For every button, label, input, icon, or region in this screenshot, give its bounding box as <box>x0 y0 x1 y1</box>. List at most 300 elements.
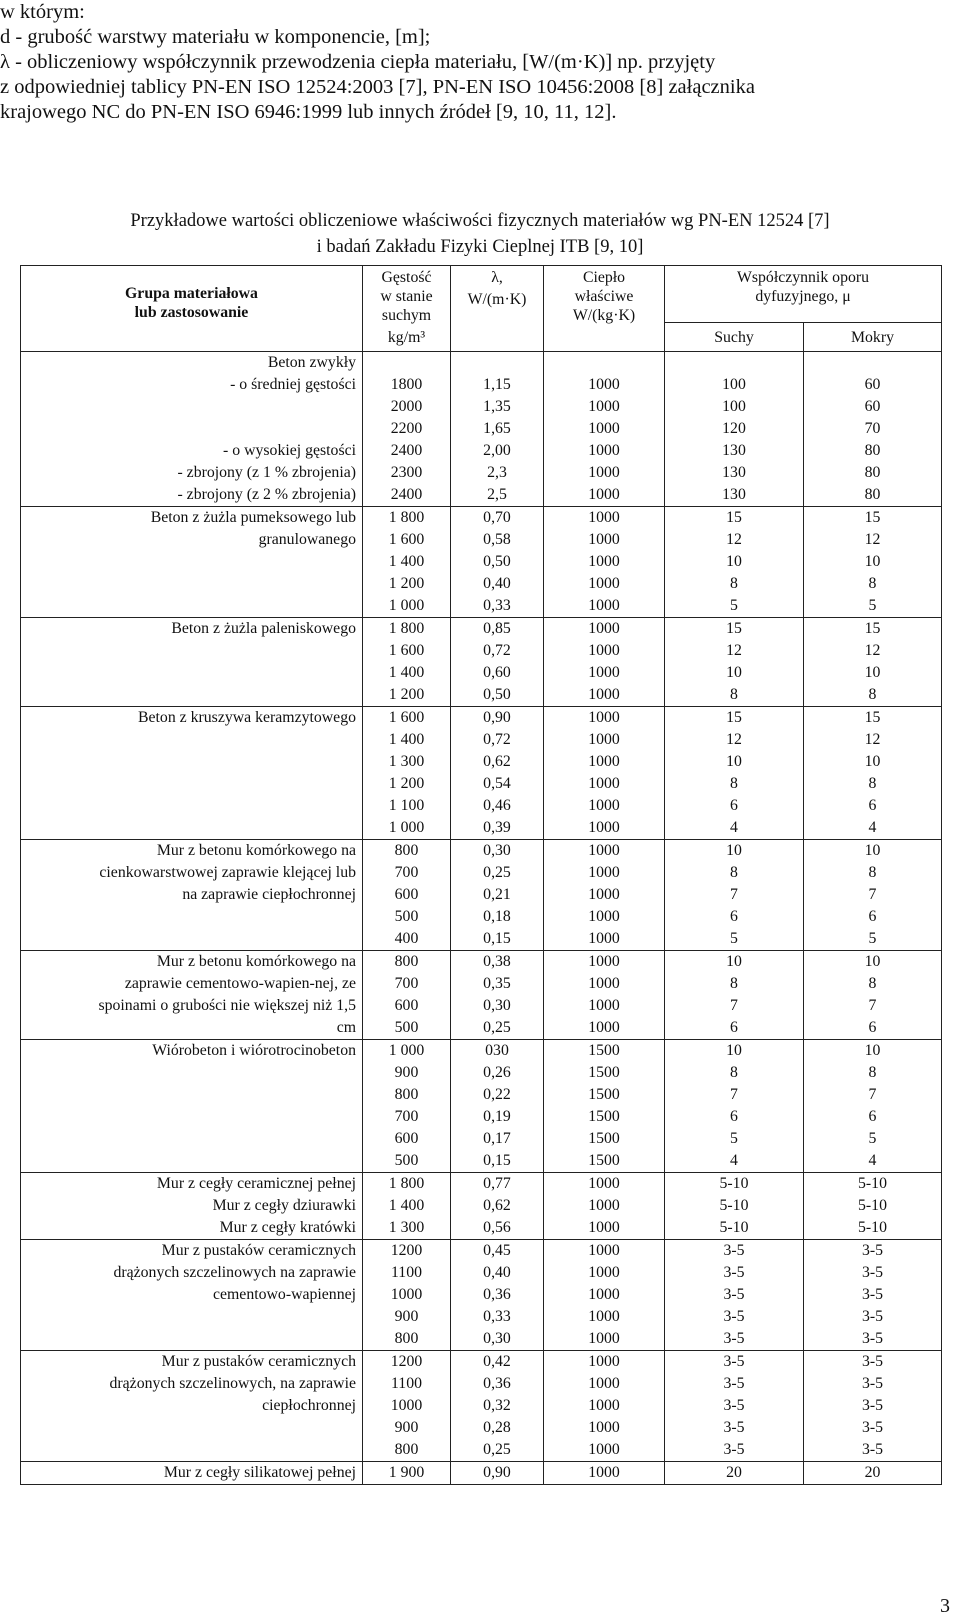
table-row <box>21 1240 942 1351</box>
cell-line: 0,42 <box>483 1353 511 1370</box>
cell-line: 3-5 <box>861 1308 884 1325</box>
cell-line: 0,36 <box>483 1286 511 1303</box>
heat-values <box>544 707 665 840</box>
lambda-values <box>451 618 544 707</box>
cell-line: 1200 <box>390 1242 423 1259</box>
cell-line: 900 <box>394 1419 419 1436</box>
heat-values <box>544 1173 665 1240</box>
cell-line: 1500 <box>588 1086 620 1103</box>
cell-line: 1 900 <box>388 1464 425 1481</box>
cell-line: 2300 <box>390 464 423 481</box>
cell-line: 0,85 <box>483 620 511 637</box>
cell-line: 1100 <box>390 1264 422 1281</box>
cell-line: 1000 <box>588 442 620 459</box>
cell-line: 100 <box>722 398 746 415</box>
cell-line: 800 <box>394 1330 419 1347</box>
cell-line: 80 <box>864 464 881 481</box>
cell-line: 1500 <box>588 1130 620 1147</box>
cell-line: 12 <box>726 731 742 748</box>
cell-line: 10 <box>726 842 742 859</box>
cell-line: 1000 <box>588 709 620 726</box>
cell-line: 1000 <box>588 842 620 859</box>
cell-line: 1000 <box>588 642 620 659</box>
cell-line: 1500 <box>588 1108 620 1125</box>
mu-wet-values <box>804 1173 942 1240</box>
cell-line: 10 <box>726 753 742 770</box>
cell-line: Mur z pustaków ceramicznych <box>161 1353 356 1370</box>
cell-line: 1000 <box>588 464 620 481</box>
mu-dry-values <box>665 1240 804 1351</box>
cell-line: 0,58 <box>483 531 511 548</box>
cell-line: 700 <box>394 1108 419 1125</box>
cell-line: 1 000 <box>388 1042 425 1059</box>
density-values <box>363 1240 451 1351</box>
cell-line: 6 <box>868 908 877 925</box>
cell-line: Mur z pustaków ceramicznych <box>161 1242 356 1259</box>
cell-line: 0,36 <box>483 1375 511 1392</box>
cell-line: - zbrojony (z 1 % zbrojenia) <box>177 464 356 481</box>
cell-line: 5-10 <box>719 1175 749 1192</box>
cell-line: 10 <box>864 753 881 770</box>
header-group: Grupa materiałowa lub zastosowanie <box>21 266 363 352</box>
intro-line: λ - obliczeniowy współczynnik przewodzenia ciepła materiału, [W/(m·K)] np. przyjęty <box>0 51 716 73</box>
cell-line: 0,35 <box>483 975 511 992</box>
cell-line: 5 <box>730 597 738 614</box>
cell-line: 500 <box>394 908 419 925</box>
cell-line: 5 <box>868 597 877 614</box>
table-row <box>21 618 942 707</box>
mu-wet-values <box>804 618 942 707</box>
cell-line: 130 <box>722 442 746 459</box>
cell-line: 0,56 <box>483 1219 511 1236</box>
header-density: Gęstość w stanie suchym kg/m³ <box>363 266 451 352</box>
cell-line: 15 <box>864 709 881 726</box>
cell-line: 0,72 <box>483 731 511 748</box>
cell-line: 1 300 <box>388 753 425 770</box>
cell-line: 400 <box>394 930 419 947</box>
density-values <box>363 1462 451 1485</box>
cell-line: 0,32 <box>483 1397 511 1414</box>
cell-line: na zaprawie ciepłochronnej <box>182 886 356 903</box>
cell-line: 1 800 <box>388 620 425 637</box>
cell-line: - o wysokiej gęstości <box>223 442 356 459</box>
cell-line: 3-5 <box>861 1353 884 1370</box>
table-row <box>21 840 942 951</box>
cell-line: 1000 <box>588 1419 620 1436</box>
cell-line: 0,21 <box>483 886 511 903</box>
mu-wet-values <box>804 1040 942 1173</box>
cell-line: 100 <box>722 376 746 393</box>
cell-line: 1000 <box>588 553 620 570</box>
cell-line: 1 600 <box>388 531 425 548</box>
cell-line: 1000 <box>588 775 620 792</box>
cell-line: 0,46 <box>483 797 511 814</box>
header-dry: Suchy <box>665 323 804 352</box>
mu-dry-values <box>665 840 804 951</box>
mu-wet-values <box>804 1351 942 1462</box>
table-row <box>21 707 942 840</box>
cell-line: 1000 <box>588 1441 620 1458</box>
cell-line: 8 <box>868 864 877 881</box>
cell-line: Mur z cegły kratówki <box>219 1219 356 1236</box>
cell-line: 3-5 <box>861 1330 884 1347</box>
cell-line: Wiórobeton i wiórotrocinobeton <box>152 1042 356 1059</box>
cell-line: 1 300 <box>388 1219 425 1236</box>
cell-line: 1000 <box>588 686 620 703</box>
cell-line: 0,18 <box>483 908 511 925</box>
heat-values <box>544 1040 665 1173</box>
lambda-values <box>451 1173 544 1240</box>
cell-line: 0,39 <box>483 819 511 836</box>
cell-line: 12 <box>864 731 881 748</box>
cell-line: cm <box>336 1019 356 1036</box>
cell-line: 1 800 <box>388 1175 425 1192</box>
lambda-values <box>451 1351 544 1462</box>
cell-line <box>665 352 803 374</box>
cell-line: 8 <box>868 975 877 992</box>
cell-line: - o średniej gęstości <box>230 376 356 393</box>
group-label <box>21 618 363 707</box>
cell-line: 2,3 <box>487 464 507 481</box>
cell-line: 80 <box>864 442 881 459</box>
lambda-values <box>451 840 544 951</box>
cell-line: 030 <box>485 1042 509 1059</box>
cell-line: 10 <box>726 553 742 570</box>
cell-line: 1000 <box>588 997 620 1014</box>
cell-line: 4 <box>868 819 877 836</box>
mu-wet-values <box>804 1240 942 1351</box>
cell-line: 3-5 <box>861 1242 884 1259</box>
cell-line: 0,25 <box>483 1019 511 1036</box>
lambda-values <box>451 1462 544 1485</box>
cell-line: granulowanego <box>258 531 356 548</box>
density-values <box>363 1351 451 1462</box>
cell-line: 3-5 <box>723 1441 745 1458</box>
cell-line: 8 <box>730 686 738 703</box>
cell-line: 700 <box>394 975 419 992</box>
cell-line: 500 <box>394 1152 419 1169</box>
cell-line: cienkowarstwowej zaprawie klejącej lub <box>99 864 356 881</box>
cell-line: 7 <box>730 1086 738 1103</box>
cell-line: 700 <box>394 864 419 881</box>
cell-line: 15 <box>726 709 742 726</box>
cell-line: 2,5 <box>487 486 507 503</box>
table-row <box>21 1040 942 1173</box>
lambda-values <box>451 1240 544 1351</box>
density-values <box>363 840 451 951</box>
cell-line: Mur z cegły ceramicznej pełnej <box>156 1175 356 1192</box>
cell-line: Beton z żużla paleniskowego <box>171 620 356 637</box>
cell-line: 0,70 <box>483 509 511 526</box>
cell-line: 7 <box>730 997 738 1014</box>
cell-line: 5 <box>730 930 738 947</box>
cell-line: 130 <box>722 464 746 481</box>
mu-dry-values <box>665 618 804 707</box>
group-label <box>21 840 363 951</box>
cell-line: 8 <box>730 775 738 792</box>
group-label <box>21 352 363 507</box>
cell-line: 0,40 <box>483 1264 511 1281</box>
cell-line: 3-5 <box>723 1264 745 1281</box>
cell-line: 10 <box>864 842 881 859</box>
cell-line: 3-5 <box>861 1264 884 1281</box>
cell-line: 0,15 <box>483 930 511 947</box>
cell-line: 15 <box>726 509 742 526</box>
cell-line: 2,00 <box>483 442 511 459</box>
cell-line: 7 <box>868 886 877 903</box>
density-values <box>363 352 451 507</box>
cell-line: - zbrojony (z 2 % zbrojenia) <box>177 486 356 503</box>
cell-line: 1000 <box>588 975 620 992</box>
cell-line: 10 <box>864 664 881 681</box>
intro-line: z odpowiedniej tablicy PN-EN ISO 12524:2003 [7], PN-EN ISO 10456:2008 [8] załącznika <box>0 76 755 98</box>
cell-line: 60 <box>864 398 881 415</box>
density-values <box>363 507 451 618</box>
cell-line: 2400 <box>390 486 423 503</box>
cell-line: 600 <box>394 997 419 1014</box>
cell-line: 1000 <box>588 531 620 548</box>
table-row <box>21 1351 942 1462</box>
cell-line: 3-5 <box>861 1397 884 1414</box>
cell-line: 1 400 <box>388 1197 425 1214</box>
cell-line: 1000 <box>588 398 620 415</box>
header-heat: Ciepło właściwe W/(kg·K) <box>544 266 665 352</box>
cell-line: 900 <box>394 1308 419 1325</box>
cell-line <box>21 418 356 440</box>
mu-dry-values <box>665 352 804 507</box>
cell-line: 1500 <box>588 1064 620 1081</box>
cell-line: 1000 <box>588 864 620 881</box>
cell-line: 500 <box>394 1019 419 1036</box>
cell-line: 0,26 <box>483 1064 511 1081</box>
cell-line: 1000 <box>588 1219 620 1236</box>
cell-line: 1000 <box>588 1397 620 1414</box>
cell-line: 1 800 <box>388 509 425 526</box>
cell-line: 0,17 <box>483 1130 511 1147</box>
cell-line: 1 100 <box>388 797 425 814</box>
cell-line: Mur z cegły silikatowej pełnej <box>163 1464 356 1481</box>
cell-line: Mur z betonu komórkowego na <box>156 842 356 859</box>
cell-line: 1000 <box>588 753 620 770</box>
cell-line: 0,28 <box>483 1419 511 1436</box>
header-mu: Współczynnik oporu dyfuzyjnego, μ <box>665 266 942 323</box>
cell-line: 1000 <box>588 819 620 836</box>
density-values <box>363 618 451 707</box>
cell-line: 20 <box>726 1464 742 1481</box>
mu-wet-values <box>804 840 942 951</box>
cell-line: 8 <box>730 864 738 881</box>
cell-line: 2200 <box>390 420 423 437</box>
cell-line: 1000 <box>588 1175 620 1192</box>
cell-line: 1000 <box>390 1286 423 1303</box>
cell-line: 8 <box>730 1064 738 1081</box>
group-label <box>21 1462 363 1485</box>
cell-line: 20 <box>864 1464 881 1481</box>
cell-line: 3-5 <box>861 1286 884 1303</box>
cell-line: 3-5 <box>723 1353 745 1370</box>
mu-wet-values <box>804 352 942 507</box>
cell-line: 1000 <box>588 797 620 814</box>
cell-line: 6 <box>730 1108 738 1125</box>
lambda-values <box>451 352 544 507</box>
cell-line: zaprawie cementowo-wapien-nej, ze <box>124 975 356 992</box>
cell-line <box>21 396 356 418</box>
mu-wet-values <box>804 951 942 1040</box>
cell-line: 5 <box>730 1130 738 1147</box>
cell-line: 5-10 <box>719 1197 749 1214</box>
cell-line: 1000 <box>588 1375 620 1392</box>
cell-line: 0,33 <box>483 597 511 614</box>
cell-line: 3-5 <box>723 1242 745 1259</box>
cell-line: 6 <box>868 1019 877 1036</box>
cell-line: 12 <box>864 642 881 659</box>
cell-line: 1000 <box>588 1464 620 1481</box>
cell-line: 0,40 <box>483 575 511 592</box>
cell-line: 10 <box>726 664 742 681</box>
cell-line: 1000 <box>588 1019 620 1036</box>
cell-line: 1000 <box>588 1242 620 1259</box>
cell-line: 2400 <box>390 442 423 459</box>
cell-line: spoinami o grubości nie większej niż 1,5 <box>98 997 356 1014</box>
cell-line: Mur z betonu komórkowego na <box>156 953 356 970</box>
cell-line: 80 <box>864 486 881 503</box>
cell-line: 4 <box>730 819 738 836</box>
cell-line: 800 <box>394 1441 419 1458</box>
mu-dry-values <box>665 707 804 840</box>
cell-line: 0,50 <box>483 553 511 570</box>
cell-line <box>451 352 543 374</box>
table-row <box>21 507 942 618</box>
cell-line: 1 200 <box>388 775 425 792</box>
cell-line: 1 000 <box>388 597 425 614</box>
cell-line: 1000 <box>588 1264 620 1281</box>
cell-line: 1000 <box>588 597 620 614</box>
cell-line: Beton zwykły <box>267 354 356 371</box>
cell-line: 120 <box>722 420 746 437</box>
mu-wet-values <box>804 1462 942 1485</box>
cell-line: 4 <box>868 1152 877 1169</box>
cell-line: 1,15 <box>483 376 511 393</box>
table-row <box>21 352 942 507</box>
heat-values <box>544 352 665 507</box>
cell-line: 1000 <box>588 1197 620 1214</box>
cell-line: 7 <box>730 886 738 903</box>
cell-line: 0,45 <box>483 1242 511 1259</box>
mu-dry-values <box>665 507 804 618</box>
cell-line: 3-5 <box>723 1375 745 1392</box>
cell-line: 0,90 <box>483 1464 511 1481</box>
cell-line: 3-5 <box>723 1330 745 1347</box>
cell-line: 6 <box>730 1019 738 1036</box>
cell-line: 6 <box>730 908 738 925</box>
cell-line: 3-5 <box>723 1286 745 1303</box>
cell-line: 8 <box>730 575 738 592</box>
heat-values <box>544 1351 665 1462</box>
mu-dry-values <box>665 951 804 1040</box>
heat-values <box>544 618 665 707</box>
cell-line: 4 <box>730 1152 738 1169</box>
cell-line: 3-5 <box>861 1375 884 1392</box>
cell-line: 2000 <box>390 398 423 415</box>
cell-line: 15 <box>864 620 881 637</box>
cell-line: 1000 <box>588 908 620 925</box>
cell-line: 0,54 <box>483 775 511 792</box>
cell-line: 6 <box>868 797 877 814</box>
cell-line: 1000 <box>588 1286 620 1303</box>
intro-line: krajowego NC do PN-EN ISO 6946:1999 lub innych źródeł [9, 10, 11, 12]. <box>0 101 617 123</box>
cell-line: 3-5 <box>723 1308 745 1325</box>
cell-line: 900 <box>394 1064 419 1081</box>
density-values <box>363 1040 451 1173</box>
cell-line: 8 <box>868 775 877 792</box>
lambda-values <box>451 1040 544 1173</box>
cell-line: 3-5 <box>723 1397 745 1414</box>
cell-line: 0,15 <box>483 1152 511 1169</box>
cell-line: 1 600 <box>388 642 425 659</box>
header-wet: Mokry <box>804 323 942 352</box>
cell-line: 1000 <box>588 930 620 947</box>
cell-line: Beton z kruszywa keramzytowego <box>137 709 356 726</box>
cell-line: 1 200 <box>388 686 425 703</box>
density-values <box>363 951 451 1040</box>
caption-line: i badań Zakładu Fizyki Cieplnej ITB [9, 10] <box>316 237 644 257</box>
cell-line: 0,38 <box>483 953 511 970</box>
group-label <box>21 1040 363 1173</box>
cell-line: 1000 <box>588 376 620 393</box>
cell-line: 0,30 <box>483 997 511 1014</box>
intro-line: w którym: <box>0 1 85 23</box>
cell-line: 1800 <box>390 376 423 393</box>
heat-values <box>544 840 665 951</box>
cell-line: 0,30 <box>483 1330 511 1347</box>
cell-line: 6 <box>730 797 738 814</box>
group-label <box>21 507 363 618</box>
cell-line: 1 600 <box>388 709 425 726</box>
cell-line: 1000 <box>588 1330 620 1347</box>
cell-line: 1 200 <box>388 575 425 592</box>
cell-line: 15 <box>864 509 881 526</box>
mu-wet-values <box>804 707 942 840</box>
table-row <box>21 1173 942 1240</box>
cell-line: 1200 <box>390 1353 423 1370</box>
cell-line: 1 000 <box>388 819 425 836</box>
cell-line: 6 <box>868 1108 877 1125</box>
cell-line: 130 <box>722 486 746 503</box>
cell-line: 60 <box>864 376 881 393</box>
cell-line: 1 400 <box>388 664 425 681</box>
cell-line: 1000 <box>588 886 620 903</box>
mu-wet-values <box>804 507 942 618</box>
intro-line: d - grubość warstwy materiału w komponencie, [m]; <box>0 26 431 48</box>
cell-line: 800 <box>394 842 419 859</box>
cell-line: 0,77 <box>483 1175 511 1192</box>
cell-line: 5-10 <box>858 1197 887 1214</box>
cell-line: drążonych szczelinowych, na zaprawie <box>109 1375 356 1392</box>
cell-line: 5 <box>868 930 877 947</box>
cell-line: 1000 <box>588 1353 620 1370</box>
cell-line: 12 <box>864 531 881 548</box>
cell-line: 15 <box>726 620 742 637</box>
cell-line: 1000 <box>588 575 620 592</box>
cell-line: 10 <box>864 953 881 970</box>
cell-line: 0,22 <box>483 1086 511 1103</box>
cell-line: 5-10 <box>858 1219 887 1236</box>
cell-line: 8 <box>868 686 877 703</box>
mu-dry-values <box>665 1462 804 1485</box>
cell-line: 70 <box>864 420 881 437</box>
cell-line: Mur z cegły dziurawki <box>212 1197 356 1214</box>
cell-line: Beton z żużla pumeksowego lub <box>150 509 356 526</box>
